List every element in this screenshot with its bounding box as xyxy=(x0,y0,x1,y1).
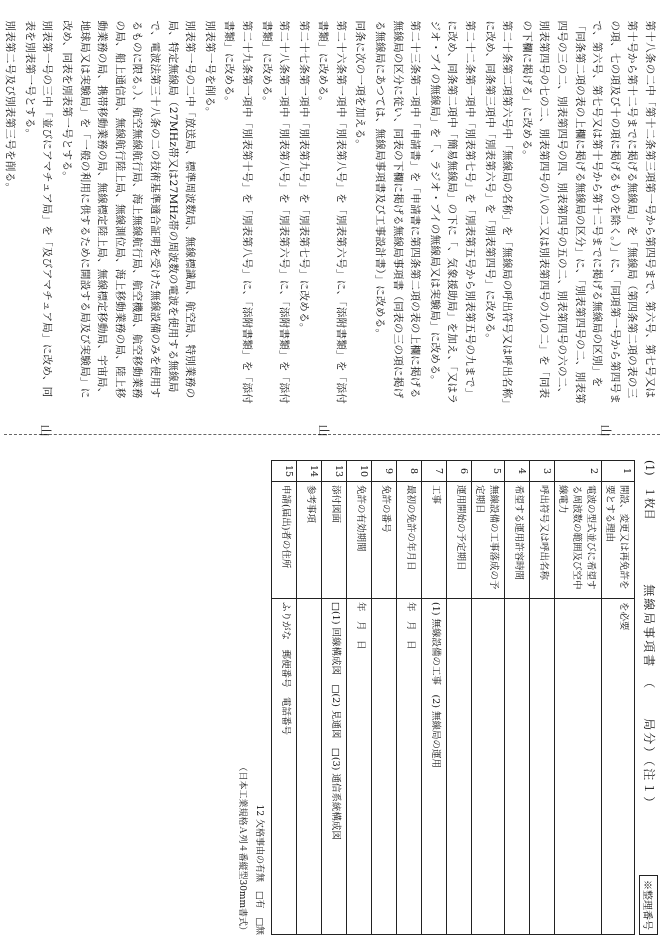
ref-number-box: ※整理番号 xyxy=(639,875,658,935)
row-number: 8 xyxy=(397,461,422,482)
row-label: 工事 xyxy=(422,482,447,599)
row-label: 参考事項 xyxy=(297,482,322,599)
cut-line xyxy=(0,418,664,452)
cut-mark: 山 xyxy=(598,424,613,437)
paragraph: 第二十六条第一項中「別表第八号」を「別表第六号」に、「添附書類」を「添付書類」に改める。 xyxy=(317,20,347,405)
paragraph: 別表第二号及び別表第三号を削る。 xyxy=(4,20,17,194)
paragraph: 第二十三条第一項中「申請書」を「申請書に第四条第二項の表の上欄に掲げる無線局の区分に従い、同表の下欄に掲げる無線局事項書（同表の三の項に掲げる無線局にあつては、無線局事項書及び工事設計書）」に改める。 xyxy=(374,20,422,399)
form-row xyxy=(347,461,372,935)
row-number: 14 xyxy=(297,461,322,482)
paragraph: 第二十条第二項第六号中「無線局の名称」を「無線局の呼出符号又は呼出名称」に改め、同条第三項中「別表第六号」を「別表第四号」に改める。 xyxy=(483,20,514,405)
form-row xyxy=(447,461,472,935)
paragraph: 第二十八条第一項中「別表第八号」を「別表第六号」に、「添附書類」を「添付書類」に改める。 xyxy=(260,20,291,405)
row-value: を必要 xyxy=(602,599,635,935)
form-row xyxy=(422,461,447,935)
form-block xyxy=(0,452,664,943)
form-row xyxy=(272,461,297,935)
row-value xyxy=(472,599,505,935)
form-row xyxy=(297,461,322,935)
row-value: ふりがな 郵便番号 電話番号 xyxy=(272,599,297,935)
form-row xyxy=(397,461,422,935)
paragraph: 別表第一号の三中「並びにアマチュア局」を「及びアマチュア局」に改め、同表を別表第一号とする。 xyxy=(23,20,54,398)
row-number: 2 xyxy=(555,461,602,482)
row-value: □(1) 回線構成図 □(2) 見通図 □(3) 通信系統構成図 xyxy=(322,599,347,935)
extra-row: 12 欠格事由の有無 □有 □無 xyxy=(254,804,264,935)
row-number: 1 xyxy=(602,461,635,482)
row-label: 申請(届出)者の住所 xyxy=(272,482,297,599)
row-label: 開設、変更又は再免許を要とする理由 xyxy=(602,482,635,599)
row-value xyxy=(372,599,397,935)
sheet-label: (1) １枚目 xyxy=(643,460,656,520)
paragraph: 同条に次の一項を加える。 xyxy=(354,20,367,151)
cut-mark: 山 xyxy=(316,424,331,437)
paragraph: 第十八条の二中「第十二条第三項第一号から第四号まで、第六号、第七号又は第十号から第十二号までに掲げる無線局」を「無線局（第四条第二項の表の三の項、七の項及び十の項に掲げるものを除く。）」に、「同項第一号から第四号まで、第六号、第七号又は第十号から第十二号までに掲げる無線局の区別」を「同条第二項の表の上欄に掲げる無線局の区分」に、「別表第四号の二、別表第四号の三の二、別表第四号の四、別表第四号の五の二、別表第四号の六の二、別表第四号の七の二、別表第四号の八の二又は別表第四号の九の二」を「同表の下欄に掲げる」に改める。 xyxy=(520,20,656,405)
row-number: 9 xyxy=(372,461,397,482)
cut-mark: 山 xyxy=(38,424,53,437)
row-label: 免許の有効期間 xyxy=(347,482,372,599)
form-table xyxy=(271,460,635,935)
row-number: 6 xyxy=(447,461,472,482)
row-label: 最初の免許の年月日 xyxy=(397,482,422,599)
row-number: 13 xyxy=(322,461,347,482)
row-number: 15 xyxy=(272,461,297,482)
amendment-text-block xyxy=(0,0,664,418)
row-label: 添付図面 xyxy=(322,482,347,599)
form-rotated xyxy=(0,452,664,943)
form-row xyxy=(472,461,505,935)
form-header xyxy=(639,460,658,935)
paragraph: 別表第一号を削る。 xyxy=(203,20,216,118)
row-value xyxy=(505,599,530,935)
paragraph: 第二十九条第一項中「別表第十号」を「別表第八号」に、「添附書類」を「添付書類」に改める。 xyxy=(223,20,253,405)
row-label: 希望する運用許容時間 xyxy=(505,482,530,599)
row-label: 運用開始の予定期日 xyxy=(447,482,472,599)
row-value: (1) 無線設備の工事 (2) 無線局の運用 xyxy=(422,599,447,935)
form-row xyxy=(322,461,347,935)
form-row xyxy=(555,461,602,935)
row-value: 年 月 日 xyxy=(397,599,422,935)
paragraph: 第二十二条第一項中「別表第七号」を「別表第五号から別表第五号の九まで」に改め、同条第二項中「簡易無線局」の下に「、気象援助局」を加え、「又はラジオ・ブイの無線局」を「、ラジオ・ブイの無線局又は実験局」に改める。 xyxy=(428,20,477,405)
row-value xyxy=(555,599,602,935)
paragraph: 別表第一号の二中「放送局、標準周波数局、無線標識局、航空局、特別業務の局、特定無線局（27MHz帯又は27MHz帯の周波数の電波を使用する無線局で、電波法第三十八条の二の技術基準適合証明を受けた無線設備のみを使用するものに限る。）、航空無線航行局、海上無線航行局、航空機局、航空移動業務の局、船上通信局、無線航行陸上局、無線測位局、海上移動業務の局、陸上移動業務の局、携帯移動業務の局、無線標定陸上局、無線標定移動局、宇宙局、地球局又は実験局」を「一般の利用に供するために開設する局及び実験局」に改め、同表を別表第一号とする。 xyxy=(61,20,197,399)
row-value xyxy=(297,599,322,935)
row-value: 年 月 日 xyxy=(347,599,372,935)
form-title: 無線局事項書 （ 局分）（注１） xyxy=(642,584,656,811)
form-row xyxy=(530,461,555,935)
row-label: 無線設備の工事落成の予定期日 xyxy=(472,482,505,599)
row-label: 免許の番号 xyxy=(372,482,397,599)
amendment-text-rotated xyxy=(0,0,664,418)
form-row xyxy=(372,461,397,935)
row-label: 電波の型式並びに希望する周波数の範囲及び空中線電力 xyxy=(555,482,602,599)
row-label: 呼出符号又は呼出名称 xyxy=(530,482,555,599)
form-row xyxy=(505,461,530,935)
row-number: 10 xyxy=(347,461,372,482)
row-number: 3 xyxy=(530,461,555,482)
paragraph: 第二十七条第一項中「別表第九号」を「別表第七号」に改める。 xyxy=(297,20,310,334)
row-value xyxy=(530,599,555,935)
row-value xyxy=(447,599,472,935)
form-row xyxy=(602,461,635,935)
form-footer: （日本工業規格Ａ列４番縦型30mm書式） xyxy=(237,762,247,935)
row-number: 4 xyxy=(505,461,530,482)
row-number: 7 xyxy=(422,461,447,482)
row-number: 5 xyxy=(472,461,505,482)
